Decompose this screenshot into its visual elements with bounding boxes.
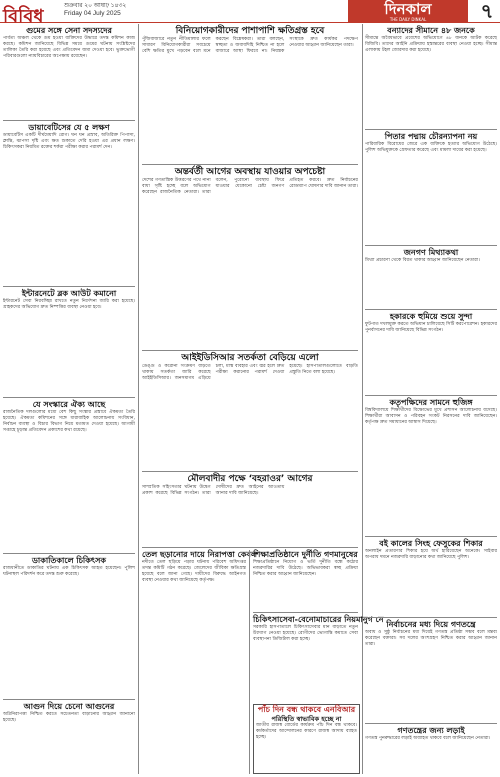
article xyxy=(365,620,497,720)
divider xyxy=(3,286,135,287)
article xyxy=(365,312,497,392)
article-body: ইন্টারনেট সেবা নিরবচ্ছিন্ন রাখতে নতুন নির্দেশনা জারি করা হয়েছে। গ্রাহকদের অভিযোগ দ্রুত নিষ্পত্তির ব্যবস্থা নেওয়া হবে। xyxy=(3,299,135,310)
divider xyxy=(365,723,497,724)
divider xyxy=(3,699,135,700)
headline: ইন্টারনেটে ব্লক আউট কমানো xyxy=(21,289,117,298)
headline: মৌলবাদীর পক্ষে ‘বহরাওর’ আগের xyxy=(187,474,313,484)
section-title: বিবিধ xyxy=(3,6,44,27)
divider xyxy=(142,350,358,351)
article-body: অবাধ ও সুষ্ঠু নির্বাচনের মধ্য দিয়েই গণতন্ত্র প্রতিষ্ঠা সম্ভব বলে মন্তব্য করেছেন বক্তারা। সব দলের অংশগ্রহণ নিশ্চিত করার আহ্বান জানান তারা। xyxy=(365,630,497,647)
divider xyxy=(3,120,135,121)
divider xyxy=(253,612,358,613)
article xyxy=(142,167,358,347)
masthead-logo xyxy=(348,0,468,22)
headline: আইইডিসিআর সতর্কতা বেড়িয়ে এলো xyxy=(181,353,319,363)
article-body: অনলাইন প্রতারণার শিকার হয়ে অর্থ হারিয়েছেন অনেকে। সাইবার অপরাধ দমনে নজরদারি বাড়ানোর কথা জানিয়েছে পুলিশ। xyxy=(365,549,497,560)
headline: বিনিয়োগকারীদের পাশাপাশি ক্ষতিগ্রস্ত হবে xyxy=(175,26,325,36)
article xyxy=(3,702,135,774)
masthead-title: দিনকাল xyxy=(384,0,432,18)
article xyxy=(142,353,358,468)
date-bangla: শুক্রবার ২০ আষাঢ় ১৪৩২ xyxy=(64,3,127,9)
article-body: নদীতে তেল ছড়িয়ে পড়ার ঘটনায় পরিবেশ অধিদপ্তর তদন্ত কমিটি গঠন করেছে। জেলেদের জীবিকা ক্ষতিগ্রস্ত হয়েছে বলে জানা গেছে। দায়ীদের বিরুদ্ধে আইনগত ব্যবস্থা নেওয়ার কথা জানিয়েছে কর্তৃপক্ষ। xyxy=(142,560,246,583)
article xyxy=(3,400,135,550)
page-header xyxy=(0,0,500,27)
divider xyxy=(142,547,358,548)
date-english: Friday 04 July 2025 xyxy=(64,10,121,17)
article-body: রাজধানীতে ডাকাতির ঘটনায় এক চিকিৎসক আহত হয়েছেন। পুলিশ ঘটনাস্থল পরিদর্শন করে তদন্ত শুরু করেছে। xyxy=(3,566,135,577)
divider xyxy=(3,553,135,554)
article-body: সরকারি হাসপাতালে চিকিৎসাসেবার মান বাড়াতে নতুন উদ্যোগ নেওয়া হয়েছে। রোগীদের ভোগান্তি কমাতে সেবা ব্যবস্থাপনা ডিজিটাল করা হচ্ছে। xyxy=(253,625,358,642)
headline: হকারকে হুমিয়ে শুয়ে সুন্দা xyxy=(389,312,473,321)
article-body: পারিবারিক বিরোধের জেরে এক ব্যক্তিকে হত্যার অভিযোগ উঠেছে। পুলিশ অভিযুক্তকে গ্রেফতার করেছে এবং মামলা দায়ের করা হয়েছে। xyxy=(365,142,497,153)
article xyxy=(3,289,135,394)
article xyxy=(365,132,497,242)
article-body: গণতন্ত্র পুনরুদ্ধারের লড়াই অব্যাহত থাকবে বলে জানিয়েছেন নেতারা। xyxy=(365,736,491,741)
article-body: ফুটপাত দখলমুক্ত করতে অভিযান চালিয়েছে সিটি করপোরেশন। হকারদের পুনর্বাসনের দাবি জানিয়েছে বিভিন্ন সংগঠন। xyxy=(365,322,497,333)
article-body: দেশের গণতান্ত্রিক উত্তরণের পথে নানা বাধা সৃষ্টি হচ্ছে বলে অভিযোগ করেছেন রাজনৈতিক নেতারা। তারা বলেন, পুরোনো ব্যবস্থায় ফিরে যাওয়ার যেকোনো চেষ্টা জনগণ প্রতিহত করবে। দ্রুত নির্বাচনের রোডম্যাপ ঘোষণার দাবি জানান তারা। xyxy=(142,178,358,195)
article-body: রাজনৈতিক দলগুলোর মধ্যে বেশ কিছু সংস্কার প্রস্তাবে ঐকমত্য তৈরি হয়েছে। ঐকমত্য কমিশনের সঙ্গে ধারাবাহিক আলোচনায় সংবিধান, নির্বাচন ব্যবস্থা ও বিচার বিভাগ নিয়ে মতামত দেওয়া হয়েছে। আগামী সপ্তাহে চূড়ান্ত প্রতিবেদন প্রকাশের কথা রয়েছে। xyxy=(3,410,135,433)
dateline xyxy=(64,2,126,18)
headline: কতৃপক্ষিদের সামনে হুজিঙ্গ xyxy=(389,398,473,407)
article xyxy=(365,539,497,614)
headline: নির্বাচনের মধ্য দিয়ে গণতন্ত্রে xyxy=(386,620,476,629)
headline: পাঁচ দিন বন্ধ থাকবে এনবিআর xyxy=(257,705,356,714)
article-body: বিশ্ববিদ্যালয়ে শিক্ষার্থীদের বিক্ষোভের মুখে প্রশাসন আলোচনায় বসেছে। শিক্ষার্থীরা আবাসন ও পরিবহন সংকট নিরসনের দাবি জানিয়েছেন। কর্তৃপক্ষ দ্রুত সমাধানের আশ্বাস দিয়েছে। xyxy=(365,408,497,425)
article-body: অগ্নিনিরাপত্তা নিশ্চিত করতে সচেতনতা বাড়ানোর আহ্বান জানানো হয়েছে। xyxy=(3,712,135,723)
subheadline: পরিস্থিতি স্বাভাবিক হচ্ছে না xyxy=(271,715,342,723)
article-body: মিথ্যা প্রচারণা থেকে বিরত থাকার আহ্বান জানিয়েছেন নেতারা। xyxy=(365,258,480,263)
headline: গুমের সঙ্গে সেনা সদস্যদের xyxy=(26,26,112,35)
article-body: জাতীয় রাজস্ব বোর্ডের কার্যক্রম পাঁচ দিন বন্ধ থাকবে। কর্মকর্তাদের আন্দোলনের কারণে রাজস্ব আদায় ব্যাহত হচ্ছে। xyxy=(256,723,357,740)
highlight-box xyxy=(253,704,360,774)
article-body: সীমান্তে অবৈধভাবে প্রবেশের অভিযোগে ৪৮ জনকে আটক করেছে বিজিবি। তাদের আইনি প্রক্রিয়ায় হস্তান্তরের ব্যবস্থা নেওয়া হচ্ছে। সীমান্ত এলাকায় টহল জোরদার করা হয়েছে। xyxy=(365,36,497,53)
headline: জনগণ মিথ্যাকথা xyxy=(403,248,459,257)
masthead-subtitle: THE DAILY DINKAL xyxy=(389,17,427,22)
article-body: শিক্ষাপ্রতিষ্ঠানে নিয়োগ ও ভর্তি দুর্নীতি বন্ধে কঠোর নজরদারির দাবি উঠেছে। অভিভাবকরা স্বচ্ছ প্রক্রিয়া নিশ্চিত করার আহ্বান জানিয়েছেন। xyxy=(253,560,358,577)
article xyxy=(142,550,257,774)
article xyxy=(365,248,497,306)
divider xyxy=(365,245,497,246)
column-rule xyxy=(362,24,363,774)
article xyxy=(3,123,135,283)
divider xyxy=(365,617,497,618)
headline: আগুন দিয়ে চেনো আগুনের xyxy=(23,702,115,711)
headline: বই কালের সিংহ ফেসুকের শিকার xyxy=(379,539,483,548)
headline: বন্যাদের সীমানে ৪৮ জনকে xyxy=(387,26,475,35)
lead-article xyxy=(142,26,358,161)
divider xyxy=(365,536,497,537)
article xyxy=(365,398,497,533)
headline: ডাকাতিকালে চিকিৎসক xyxy=(32,556,106,565)
divider xyxy=(142,471,358,472)
headline: তেল ছড়ানোর দায়ে নিরাপত্তা কেবল xyxy=(142,550,257,559)
column-rule xyxy=(138,24,139,774)
headline: অন্তর্বর্তী আগের অবস্থায় যাওয়ার অপচেষ্টা xyxy=(174,167,326,177)
divider xyxy=(3,397,135,398)
article xyxy=(365,726,497,774)
article xyxy=(3,26,135,118)
article-body: পার্বত্য অঞ্চল থেকে গুম হওয়া ব্যক্তিদের উদ্ধারে তদন্ত কমিশন কাজ করছে। কমিশন জানিয়েছে বিভিন্ন সময়ে গুমের ঘটনায় সংশ্লিষ্টদের তালিকা তৈরি করা হয়েছে এবং প্রতিবেদন জমা দেওয়া হবে। ভুক্তভোগী পরিবারগুলো ন্যায়বিচারের অপেক্ষায় রয়েছেন। xyxy=(3,36,135,59)
headline: ডায়াবেটিসের যে ৫ লক্ষণ xyxy=(28,123,110,132)
headline: পিতার পদ্মায় চৌরন্যাপনা নয় xyxy=(384,132,478,141)
headline: গণতন্ত্রের জন্য লড়াই xyxy=(397,726,465,735)
article xyxy=(365,26,497,126)
article-body: পুঁজিবাজারে নতুন নীতিমালার ফলে সাধারণ বিনিয়োগকারীরা সবচেয়ে বেশি ক্ষতির মুখে পড়বেন বলে মনে করছেন বিশ্লেষকরা। তারা বলছেন, স্বচ্ছতা ও জবাবদিহি নিশ্চিত না হলে বাজারে আস্থা ফিরবে না। নিয়ন্ত্রক সংস্থাকে দ্রুত কার্যকর পদক্ষেপ নেওয়ার আহ্বান জানিয়েছেন তারা। xyxy=(142,37,358,54)
article-body: সাম্প্রতিক সহিংসতার ঘটনায় উদ্বেগ প্রকাশ করেছে বিভিন্ন সংগঠন। তারা দোষীদের দ্রুত আইনের আওতায় আনার দাবি জানিয়েছে। xyxy=(142,485,285,496)
page-number: ৭ xyxy=(480,0,494,23)
divider xyxy=(365,309,497,310)
article-body: ডায়াবেটিস একটি দীর্ঘমেয়াদি রোগ। ঘন ঘন প্রস্রাব, অতিরিক্ত পিপাসা, ক্লান্তি, ঝাপসা দৃষ্টি এবং ক্ষত শুকাতে দেরি হওয়া এর প্রধান লক্ষণ। চিকিৎসকরা নিয়মিত রক্তের শর্করা পরীক্ষা করার পরামর্শ দেন। xyxy=(3,133,135,150)
article xyxy=(3,556,135,696)
article-body: ডেঙ্গু ও করোনা সংক্রমণ বাড়তে থাকায় সতর্কতা জারি করেছে আইইডিসিআর। জনসমাগম এড়িয়ে চলা, মাস্ক ব্যবহার এবং জ্বর হলে দ্রুত পরীক্ষা করানোর পরামর্শ দেওয়া হয়েছে। হাসপাতালগুলোতে বাড়তি প্রস্তুতি নিতে বলা হয়েছে। xyxy=(142,364,358,381)
article xyxy=(253,615,384,700)
headline: শিক্ষাপ্রতিষ্ঠানে দুর্নীতি গণমানুষের xyxy=(253,550,358,559)
column-rule xyxy=(249,550,250,774)
divider xyxy=(365,129,497,130)
headline: চিকিৎসাসেবা-বেনোমাচারের নিয়মানুগ নে xyxy=(253,615,384,624)
divider xyxy=(365,395,497,396)
headline: যে সংস্কারে ঐক্য আছে xyxy=(32,400,106,409)
article xyxy=(253,550,358,610)
divider xyxy=(142,164,358,165)
article xyxy=(142,474,358,544)
